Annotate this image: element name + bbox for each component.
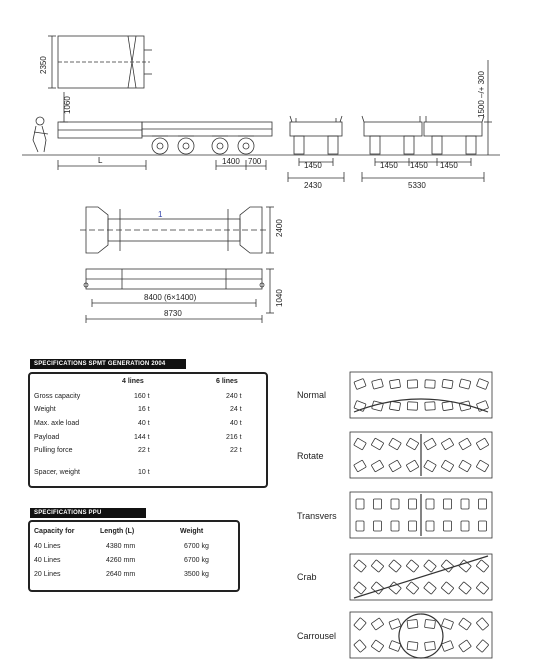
wheel-transvers <box>461 499 469 509</box>
dim-1040: 1040 <box>275 289 284 307</box>
wheel-carrousel <box>425 641 436 650</box>
spmt-row-label: Spacer, weight <box>34 469 80 476</box>
wheel-transvers <box>356 521 364 531</box>
dim-2350: 2350 <box>39 56 48 74</box>
wheel-transvers <box>444 499 452 509</box>
mode-label-crab: Crab <box>297 572 317 582</box>
mode-label-carrousel: Carrousel <box>297 631 337 641</box>
wheel-rotate <box>371 438 384 450</box>
wheel-crab <box>354 560 367 573</box>
wheel-carrousel <box>354 618 367 631</box>
wheel-crab <box>441 582 454 595</box>
ppu-row-len: 4380 mm <box>106 543 136 550</box>
mode-label-normal: Normal <box>297 390 327 400</box>
wheel-carrousel <box>371 618 384 630</box>
wheel-normal <box>389 379 400 388</box>
wheel-normal <box>476 378 488 389</box>
wheel-rotate <box>406 438 419 450</box>
spmt-row-v6: 240 t <box>226 393 242 400</box>
dim-1400: 1400 <box>222 157 240 166</box>
wheel-normal <box>425 402 435 411</box>
ppu-row-len: 4260 mm <box>106 557 136 564</box>
dim-large-width: 5330 <box>408 181 426 190</box>
wheel-normal <box>442 401 453 410</box>
wheel-normal <box>407 380 417 389</box>
spmt-row-v6: 22 t <box>230 447 242 454</box>
wheel-carrousel <box>389 618 401 629</box>
wheel-crab <box>476 560 489 573</box>
wheel-rotate <box>389 438 402 450</box>
ppu-row-wt: 3500 kg <box>184 571 209 578</box>
wheel-crab <box>476 582 489 595</box>
wheel-normal <box>354 378 366 389</box>
wheel-normal <box>459 379 471 389</box>
dim-large-track-3: 1450 <box>440 161 458 170</box>
dim-700: 700 <box>248 157 262 166</box>
ppu-row-cap: 40 Lines <box>34 543 61 550</box>
mode-label-rotate: Rotate <box>297 451 324 461</box>
wheel-crab <box>406 582 419 595</box>
spmt-row-v4: 160 t <box>134 393 150 400</box>
dim-8730: 8730 <box>164 309 182 318</box>
ppu-row-len: 2640 mm <box>106 571 136 578</box>
mode-arrow-carrousel <box>399 614 443 658</box>
spmt-row-v4: 22 t <box>138 447 150 454</box>
dim-large-track-1: 1450 <box>380 161 398 170</box>
wheel-normal <box>407 402 417 411</box>
ppu-col-weight: Weight <box>180 528 204 535</box>
wheel-carrousel <box>459 640 472 652</box>
wheel-transvers <box>391 521 399 531</box>
wheel-rotate <box>389 460 402 472</box>
spmt-row-label: Pulling force <box>34 447 73 454</box>
wheel-transvers <box>479 521 487 531</box>
wheel-rotate <box>459 438 472 450</box>
wheel-rotate <box>406 460 419 472</box>
ppu-row-cap: 40 Lines <box>34 557 61 564</box>
ppu-col-length: Length (L) <box>100 528 135 535</box>
wheel-carrousel <box>441 618 453 629</box>
spmt-row-v4: 16 t <box>138 406 150 413</box>
wheel-carrousel <box>476 640 489 653</box>
spacer-drawing <box>0 195 537 335</box>
wheel-transvers <box>356 499 364 509</box>
wheel-rotate <box>354 460 367 472</box>
ppu-col-capacity: Capacity for <box>34 528 75 535</box>
wheel-transvers <box>409 499 417 509</box>
wheel-rotate <box>476 438 489 450</box>
wheel-crab <box>354 582 367 595</box>
steering-mode-diagrams <box>0 368 537 668</box>
spmt-row-label: Weight <box>34 406 56 413</box>
wheel-transvers <box>374 521 382 531</box>
wheel-crab <box>371 560 384 573</box>
side-view-drawing <box>0 0 537 200</box>
wheel-carrousel <box>407 619 418 628</box>
wheel-transvers <box>426 521 434 531</box>
wheel-carrousel <box>354 640 367 653</box>
wheel-crab <box>406 560 419 573</box>
wheel-transvers <box>479 499 487 509</box>
spmt-row-v4: 144 t <box>134 434 150 441</box>
wheel-rotate <box>459 460 472 472</box>
dim-large-track-2: 1450 <box>410 161 428 170</box>
wheel-crab <box>424 582 437 595</box>
ppu-table-title: SPECIFICATIONS PPU <box>30 508 146 518</box>
ppu-row-wt: 6700 kg <box>184 543 209 550</box>
spmt-table-title: SPECIFICATIONS SPMT GENERATION 2004 <box>30 359 186 369</box>
wheel-normal <box>442 379 453 388</box>
wheel-normal <box>425 380 435 389</box>
dim-1060: 1060 <box>63 96 72 114</box>
spmt-row-v6: 24 t <box>230 406 242 413</box>
mode-frame-carrousel <box>350 612 492 658</box>
spmt-row-label: Max. axle load <box>34 420 80 427</box>
wheel-transvers <box>409 521 417 531</box>
wheel-rotate <box>441 460 454 472</box>
wheel-crab <box>459 582 472 595</box>
spmt-row-v6: 40 t <box>230 420 242 427</box>
wheel-transvers <box>426 499 434 509</box>
wheel-rotate <box>441 438 454 450</box>
spmt-col-6-lines: 6 lines <box>216 378 238 385</box>
dim-8400: 8400 (6×1400) <box>144 293 197 302</box>
dim-lift: 1500 –/+ 300 <box>477 71 486 118</box>
spmt-col-4-lines: 4 lines <box>122 378 144 385</box>
spmt-row-v4: 40 t <box>138 420 150 427</box>
spmt-row-label: Payload <box>34 434 60 441</box>
wheel-crab <box>389 560 402 573</box>
wheel-carrousel <box>371 640 384 652</box>
wheel-carrousel <box>425 619 436 628</box>
spacer-marker: 1 <box>158 210 163 219</box>
dim-small-track: 1450 <box>304 161 322 170</box>
wheel-carrousel <box>407 641 418 650</box>
mode-label-transvers: Transvers <box>297 511 337 521</box>
wheel-transvers <box>444 521 452 531</box>
wheel-rotate <box>476 460 489 472</box>
dim-L: L <box>98 156 103 165</box>
wheel-transvers <box>461 521 469 531</box>
wheel-rotate <box>371 460 384 472</box>
wheel-rotate <box>354 438 367 450</box>
wheel-carrousel <box>459 618 472 630</box>
ppu-row-wt: 6700 kg <box>184 557 209 564</box>
spmt-row-v4: 10 t <box>138 469 150 476</box>
dim-small-width: 2430 <box>304 181 322 190</box>
wheel-carrousel <box>441 640 453 651</box>
wheel-carrousel <box>476 618 489 631</box>
wheel-transvers <box>374 499 382 509</box>
ppu-row-cap: 20 Lines <box>34 571 61 578</box>
wheel-normal <box>372 379 384 389</box>
wheel-crab <box>424 560 437 573</box>
mode-frame-normal <box>350 372 492 418</box>
wheel-rotate <box>424 438 437 450</box>
wheel-rotate <box>424 460 437 472</box>
wheel-transvers <box>391 499 399 509</box>
spmt-row-v6: 216 t <box>226 434 242 441</box>
spmt-row-label: Gross capacity <box>34 393 81 400</box>
wheel-normal <box>389 401 400 410</box>
dim-2400: 2400 <box>275 219 284 237</box>
